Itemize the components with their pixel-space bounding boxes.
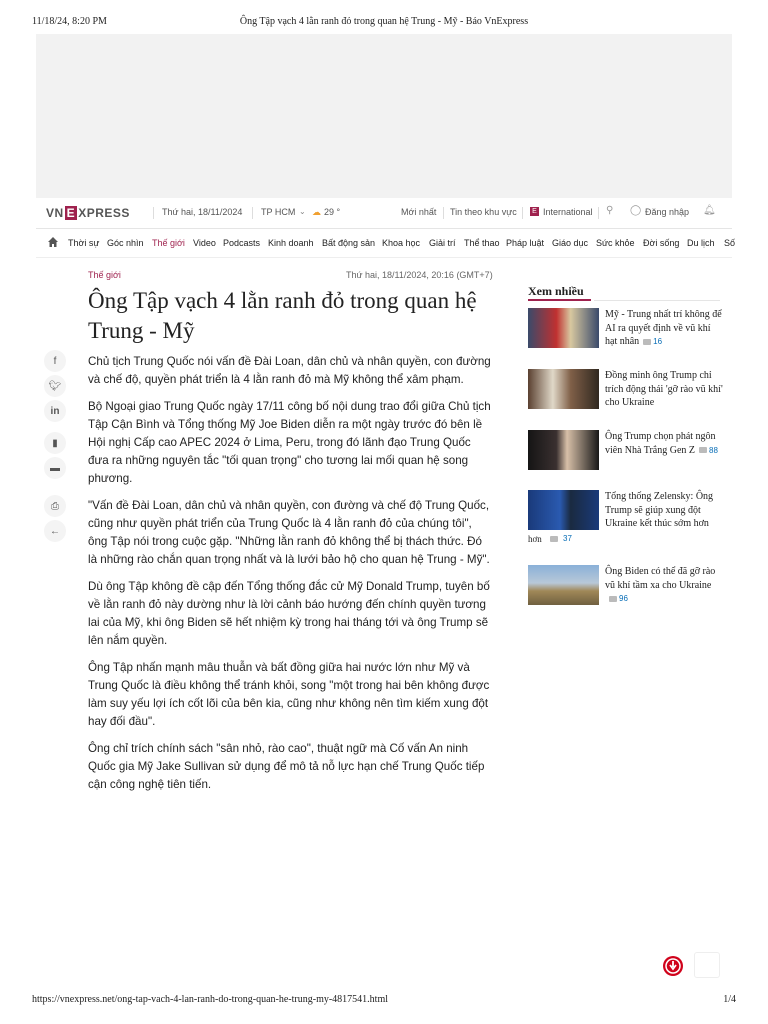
bookmark-icon[interactable]: ▮ xyxy=(44,432,66,454)
most-read-item-title[interactable]: Ông Trump chọn phát ngôn viên Nhà Trắng Gen Z xyxy=(605,431,716,456)
article-paragraph: Dù ông Tập không đề cập đến Tổng thống đắc cử Mỹ Donald Trump, tuyên bố về lằn ranh đỏ này dường như là lời cảnh báo hướng đến chính quyền tương lai của Mỹ, khi ông Biden sẽ hết nhiệm kỳ trong hai tháng tới và ông Trump sẽ lên nắm quyền. xyxy=(88,580,490,647)
login-link[interactable]: Đăng nhập xyxy=(645,207,690,217)
print-timestamp: 11/18/24, 8:20 PM xyxy=(32,16,107,27)
temperature: 29 ° xyxy=(324,207,341,217)
city-select[interactable]: TP HCM xyxy=(261,207,296,217)
comment-count[interactable]: 96 xyxy=(619,594,628,603)
facebook-icon[interactable]: f xyxy=(44,350,66,372)
most-read-item-title-overflow[interactable]: hơn xyxy=(528,534,542,544)
menu-item-giao-duc[interactable]: Giáo dục xyxy=(552,238,589,248)
menu-item-phap-luat[interactable]: Pháp luật xyxy=(506,238,545,248)
bell-icon[interactable]: 🔔︎ xyxy=(703,205,716,216)
menu-item-kinh-doanh[interactable]: Kinh doanh xyxy=(268,238,314,248)
thumbnail-image[interactable] xyxy=(528,430,599,470)
thumbnail-image[interactable] xyxy=(528,565,599,605)
comment-count[interactable]: 37 xyxy=(563,534,572,543)
ad-placeholder xyxy=(36,34,732,198)
comment-count-icon xyxy=(609,596,617,602)
main-menu xyxy=(36,229,736,258)
divider xyxy=(443,207,444,219)
user-icon: ◯ xyxy=(630,205,642,216)
most-read-item-title[interactable]: Ông Biden có thể đã gỡ rào vũ khí tầm xa cho Ukraine xyxy=(605,566,716,591)
article-paragraph: Bộ Ngoại giao Trung Quốc ngày 17/11 công bố nội dung trao đổi giữa Chủ tịch Tập Cận Bình và Tổng thống Mỹ Joe Biden diễn ra một ngày trước đó bên lề Hội nghị Cấp cao APEC 2024 ở Lima, Peru, trong đó lãnh đạo Trung Quốc đưa ra những nguyên tắc "tối quan trọng" cho tương lai mối quan hệ song phương. xyxy=(88,400,491,485)
print-title: Ông Tập vạch 4 lằn ranh đỏ trong quan hệ Trung - Mỹ - Báo VnExpress xyxy=(239,16,529,27)
menu-item-doi-song[interactable]: Đời sống xyxy=(643,238,680,248)
international-icon: E xyxy=(530,207,539,216)
menu-item-goc-nhin[interactable]: Góc nhìn xyxy=(107,238,144,248)
divider xyxy=(252,207,253,219)
divider xyxy=(598,207,599,219)
international-link[interactable]: International xyxy=(543,207,593,217)
by-area-link[interactable]: Tin theo khu vực xyxy=(450,207,517,217)
menu-item-giai-tri[interactable]: Giải trí xyxy=(429,238,456,248)
comment-count-icon xyxy=(550,536,558,542)
comment-count-icon xyxy=(643,339,651,345)
home-icon[interactable] xyxy=(47,236,59,248)
menu-item-thoi-su[interactable]: Thời sự xyxy=(68,238,100,248)
back-icon[interactable]: ← xyxy=(44,520,66,542)
menu-item-video[interactable]: Video xyxy=(193,238,216,248)
article-paragraph: "Vấn đề Đài Loan, dân chủ và nhân quyền, con đường và chế độ Trung Quốc, cũng như quyền phát triển của Trung Quốc là 4 lằn ranh đỏ của chúng tôi", ông Tập nói trong cuộc gặp. "Những lằn ranh đỏ không thể bị thách thức. Đó là những rào chắn quan trọng nhất và là lưới bảo hộ cho quan hệ Trung - Mỹ". xyxy=(88,499,490,566)
menu-item-bat-dong-san[interactable]: Bất động sản xyxy=(322,238,376,248)
menu-item-the-gioi[interactable]: Thế giới xyxy=(152,238,185,248)
article-paragraph: Ông chỉ trích chính sách "sân nhỏ, rào cao", thuật ngữ mà Cố vấn An ninh Quốc gia Mỹ Jake Sullivan sử dụng để mô tả nỗ lực hạn chế Trung Quốc tiếp cận công nghệ tiên tiến. xyxy=(88,742,485,791)
weather-icon: ☁ xyxy=(312,207,321,217)
divider xyxy=(522,207,523,219)
top-bar xyxy=(36,198,732,229)
search-icon[interactable]: ⚲ xyxy=(606,205,614,216)
article-title: Ông Tập vạch 4 lằn ranh đỏ trong quan hệ Trung - Mỹ xyxy=(88,288,477,343)
comment-icon[interactable]: ▬ xyxy=(44,457,66,479)
most-read-title: Xem nhiều xyxy=(528,284,584,298)
comment-count-icon xyxy=(699,447,707,453)
menu-item-khoa-hoc[interactable]: Khoa học xyxy=(382,238,421,248)
print-header xyxy=(0,16,768,30)
article-date: Thứ hai, 18/11/2024, 20:16 (GMT+7) xyxy=(346,270,493,280)
linkedin-icon[interactable]: in xyxy=(44,400,66,422)
menu-item-suc-khoe[interactable]: Sức khỏe xyxy=(596,238,635,248)
article-category[interactable]: Thế giới xyxy=(88,270,121,280)
vnexpress-logo[interactable]: VN E XPRESS xyxy=(46,206,130,220)
menu-item-du-lich[interactable]: Du lịch xyxy=(687,238,715,248)
thumbnail-image[interactable] xyxy=(528,369,599,409)
header-date: Thứ hai, 18/11/2024 xyxy=(162,207,243,217)
divider xyxy=(594,300,720,301)
comment-count[interactable]: 88 xyxy=(709,445,718,455)
comment-count[interactable]: 16 xyxy=(653,337,663,346)
menu-item-podcasts[interactable]: Podcasts xyxy=(223,238,261,248)
menu-item-so[interactable]: Số xyxy=(724,238,736,248)
divider xyxy=(153,207,154,219)
menu-item-the-thao[interactable]: Thể thao xyxy=(464,238,500,248)
twitter-icon[interactable]: 🐦︎ xyxy=(44,375,66,397)
article-lead: Chủ tịch Trung Quốc nói vấn đề Đài Loan, dân chủ và nhân quyền, con đường và chế độ, quyền phát triển là 4 lằn ranh đỏ mà Mỹ không thể xâm phạm. xyxy=(88,355,491,386)
report-icon[interactable] xyxy=(662,955,684,977)
most-read-item-title[interactable]: Tổng thống Zelensky: Ông Trump sẽ giúp xung đột Ukraine kết thúc sớm hơn xyxy=(605,491,714,529)
newest-link[interactable]: Mới nhất xyxy=(401,207,437,217)
title-underline xyxy=(528,299,591,301)
print-page-number: 1/4 xyxy=(723,994,736,1005)
most-read-item-title[interactable]: Đồng minh ông Trump chỉ trích động thái 'gỡ rào vũ khí' cho Ukraine xyxy=(605,370,723,408)
thumbnail-image[interactable] xyxy=(528,490,599,530)
most-read-item-title[interactable]: Mỹ - Trung nhất trí không để AI ra quyết định về vũ khí hạt nhân xyxy=(605,309,722,347)
chevron-down-icon[interactable]: ⌄ xyxy=(299,207,306,216)
print-url: https://vnexpress.net/ong-tap-vach-4-lan-ranh-do-trong-quan-he-trung-my-4817541.html xyxy=(32,994,389,1005)
scroll-top-button[interactable] xyxy=(694,952,720,978)
print-icon[interactable]: ⎙ xyxy=(44,495,66,517)
article-paragraph: Ông Tập nhấn mạnh mâu thuẫn và bất đồng giữa hai nước lớn như Mỹ và Trung Quốc là điều không thể tránh khỏi, song "một trong hai bên không được làm suy yếu lợi ích cốt lõi của bên kia, cũng như không nên tìm kiếm xung đột hay đối đầu". xyxy=(88,661,490,728)
thumbnail-image[interactable] xyxy=(528,308,599,348)
